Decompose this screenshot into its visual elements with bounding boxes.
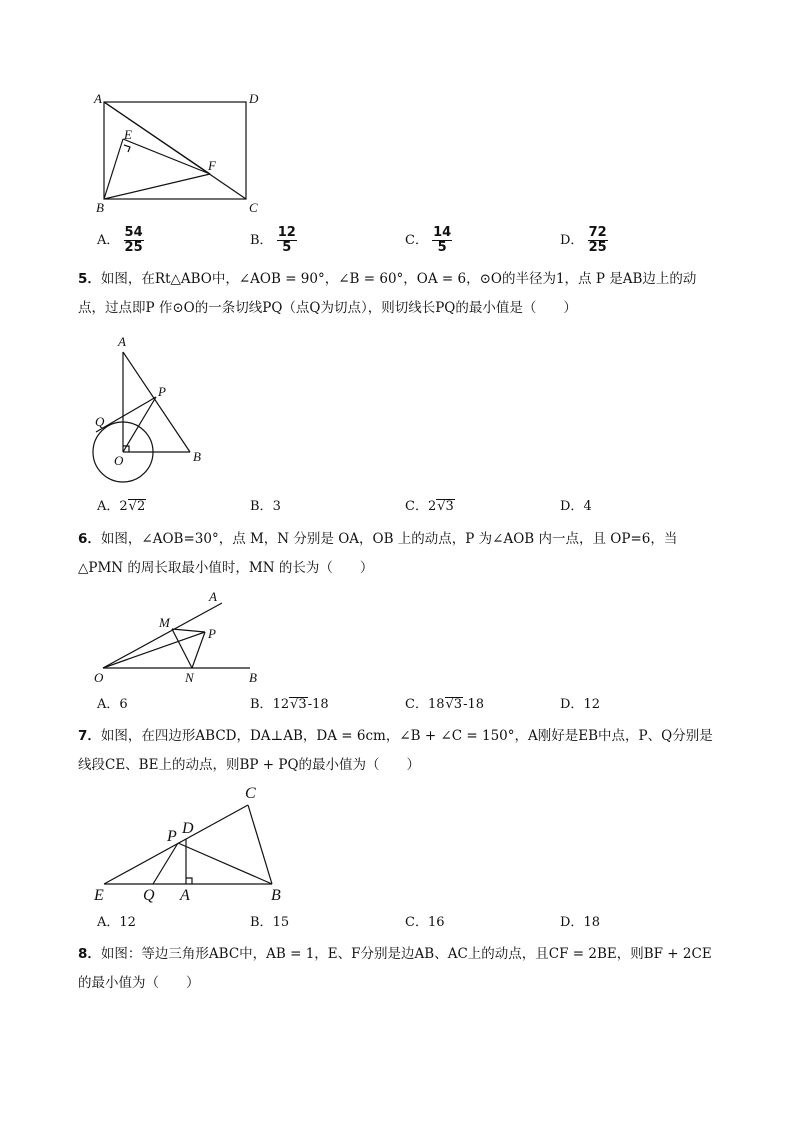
question-8	[78, 940, 728, 998]
q7-option-c[interactable]	[405, 914, 445, 932]
question-7-line-2: 线段CE、BE上的动点，则BP + PQ的最小值为（ ）	[78, 757, 421, 773]
q7-option-b[interactable]	[250, 914, 289, 932]
fig6-label-P: P	[208, 626, 216, 641]
fraction: $\frac{14}{5}$	[433, 225, 452, 255]
option-key: A．	[97, 915, 120, 930]
fraction: $\frac{54}{25}$	[124, 225, 143, 255]
option-value: 18	[427, 697, 445, 712]
q7-option-a[interactable]	[97, 914, 136, 932]
question-6-line-1: 6．如图，∠AOB=30°，点 M，N 分别是 OA，OB 上的动点，P 为∠AOB 内一点，且 OP=6，当	[78, 531, 678, 547]
option-key: D．	[560, 499, 584, 514]
fraction: $\frac{72}{25}$	[588, 225, 607, 255]
question-6-line-2: △PMN 的周长取最小值时，MN 的长为（ ）	[78, 560, 374, 576]
q7-option-d[interactable]	[560, 914, 600, 932]
option-key: C．	[405, 915, 428, 930]
fig5-label-B: B	[193, 449, 201, 464]
question-8-line-2: 的最小值为（ ）	[78, 975, 200, 991]
fig7-label-Q: Q	[143, 887, 155, 904]
radical: √3	[290, 697, 307, 712]
question-5-line-2: 点，过点即P 作⊙O的一条切线PQ（点Q为切点），则切线长PQ的最小值是（ ）	[78, 300, 577, 316]
fig5-label-Q: Q	[95, 414, 105, 429]
question-7-line-1: 7．如图，在四边形ABCD，DA⊥AB，DA = 6cm，∠B + ∠C = 150°，A刚好是EB中点，P、Q分别是	[78, 728, 713, 744]
option-key: B．	[250, 915, 273, 930]
radical: √2	[128, 499, 146, 514]
option-value: 18	[583, 915, 600, 930]
option-value: 2	[119, 499, 128, 514]
fig5-label-P: P	[158, 384, 166, 399]
fig7-label-D: D	[182, 820, 194, 837]
fig4-label-A: A	[94, 91, 102, 106]
fig6-label-B: B	[249, 670, 257, 685]
option-value: 12	[119, 915, 136, 930]
question-8-line-1: 8．如图：等边三角形ABC中，AB = 1，E、F分别是边AB、AC上的动点，且CF = 2BE，则BF + 2CE	[78, 946, 712, 962]
fig7-label-C: C	[245, 785, 256, 802]
fig6-label-N: N	[185, 670, 194, 685]
fig6-label-O: O	[94, 670, 104, 685]
fig4-label-D: D	[249, 91, 259, 106]
fig7-label-A: A	[180, 887, 190, 904]
fig7-label-B: B	[271, 887, 281, 904]
fig7-label-P: P	[167, 828, 177, 845]
fig4-label-F: F	[208, 158, 216, 173]
fraction: $\frac{12}{5}$	[277, 225, 296, 255]
option-value-suffix: -18	[463, 697, 485, 712]
option-value: 16	[427, 915, 445, 930]
option-value: 4	[583, 499, 592, 514]
option-value: 6	[119, 697, 128, 712]
option-key: C．	[405, 233, 428, 248]
option-key: A．	[97, 499, 120, 514]
option-value: 15	[272, 915, 290, 930]
fig6-label-A: A	[209, 589, 217, 604]
option-key: B．	[250, 499, 273, 514]
fig5-label-A: A	[118, 334, 126, 349]
fig4-label-C: C	[249, 200, 258, 215]
option-value: 12	[272, 697, 290, 712]
option-value-suffix: -18	[307, 697, 329, 712]
option-key: D．	[560, 915, 584, 930]
radical: √3	[445, 697, 463, 712]
option-key: A．	[97, 697, 120, 712]
question-5-line-1: 5．如图，在Rt△ABO中，∠AOB = 90°，∠B = 60°，OA = 6，⊙O的半径为1，点 P 是AB边上的动	[78, 271, 697, 287]
fig7-label-E: E	[94, 887, 104, 904]
option-key: B．	[250, 697, 273, 712]
option-key: A．	[97, 233, 120, 248]
radical: √3	[437, 499, 454, 514]
option-value: 3	[272, 499, 281, 514]
option-value: 12	[583, 697, 600, 712]
option-key: D．	[560, 697, 584, 712]
option-key: C．	[405, 697, 428, 712]
option-value: 2	[427, 499, 437, 514]
fig6-label-M: M	[159, 615, 170, 630]
option-key: D．	[560, 233, 584, 248]
fig5-label-O: O	[114, 453, 124, 468]
option-key: C．	[405, 499, 428, 514]
fig4-label-E: E	[124, 127, 132, 142]
fig4-label-B: B	[96, 200, 104, 215]
option-key: B．	[250, 233, 273, 248]
